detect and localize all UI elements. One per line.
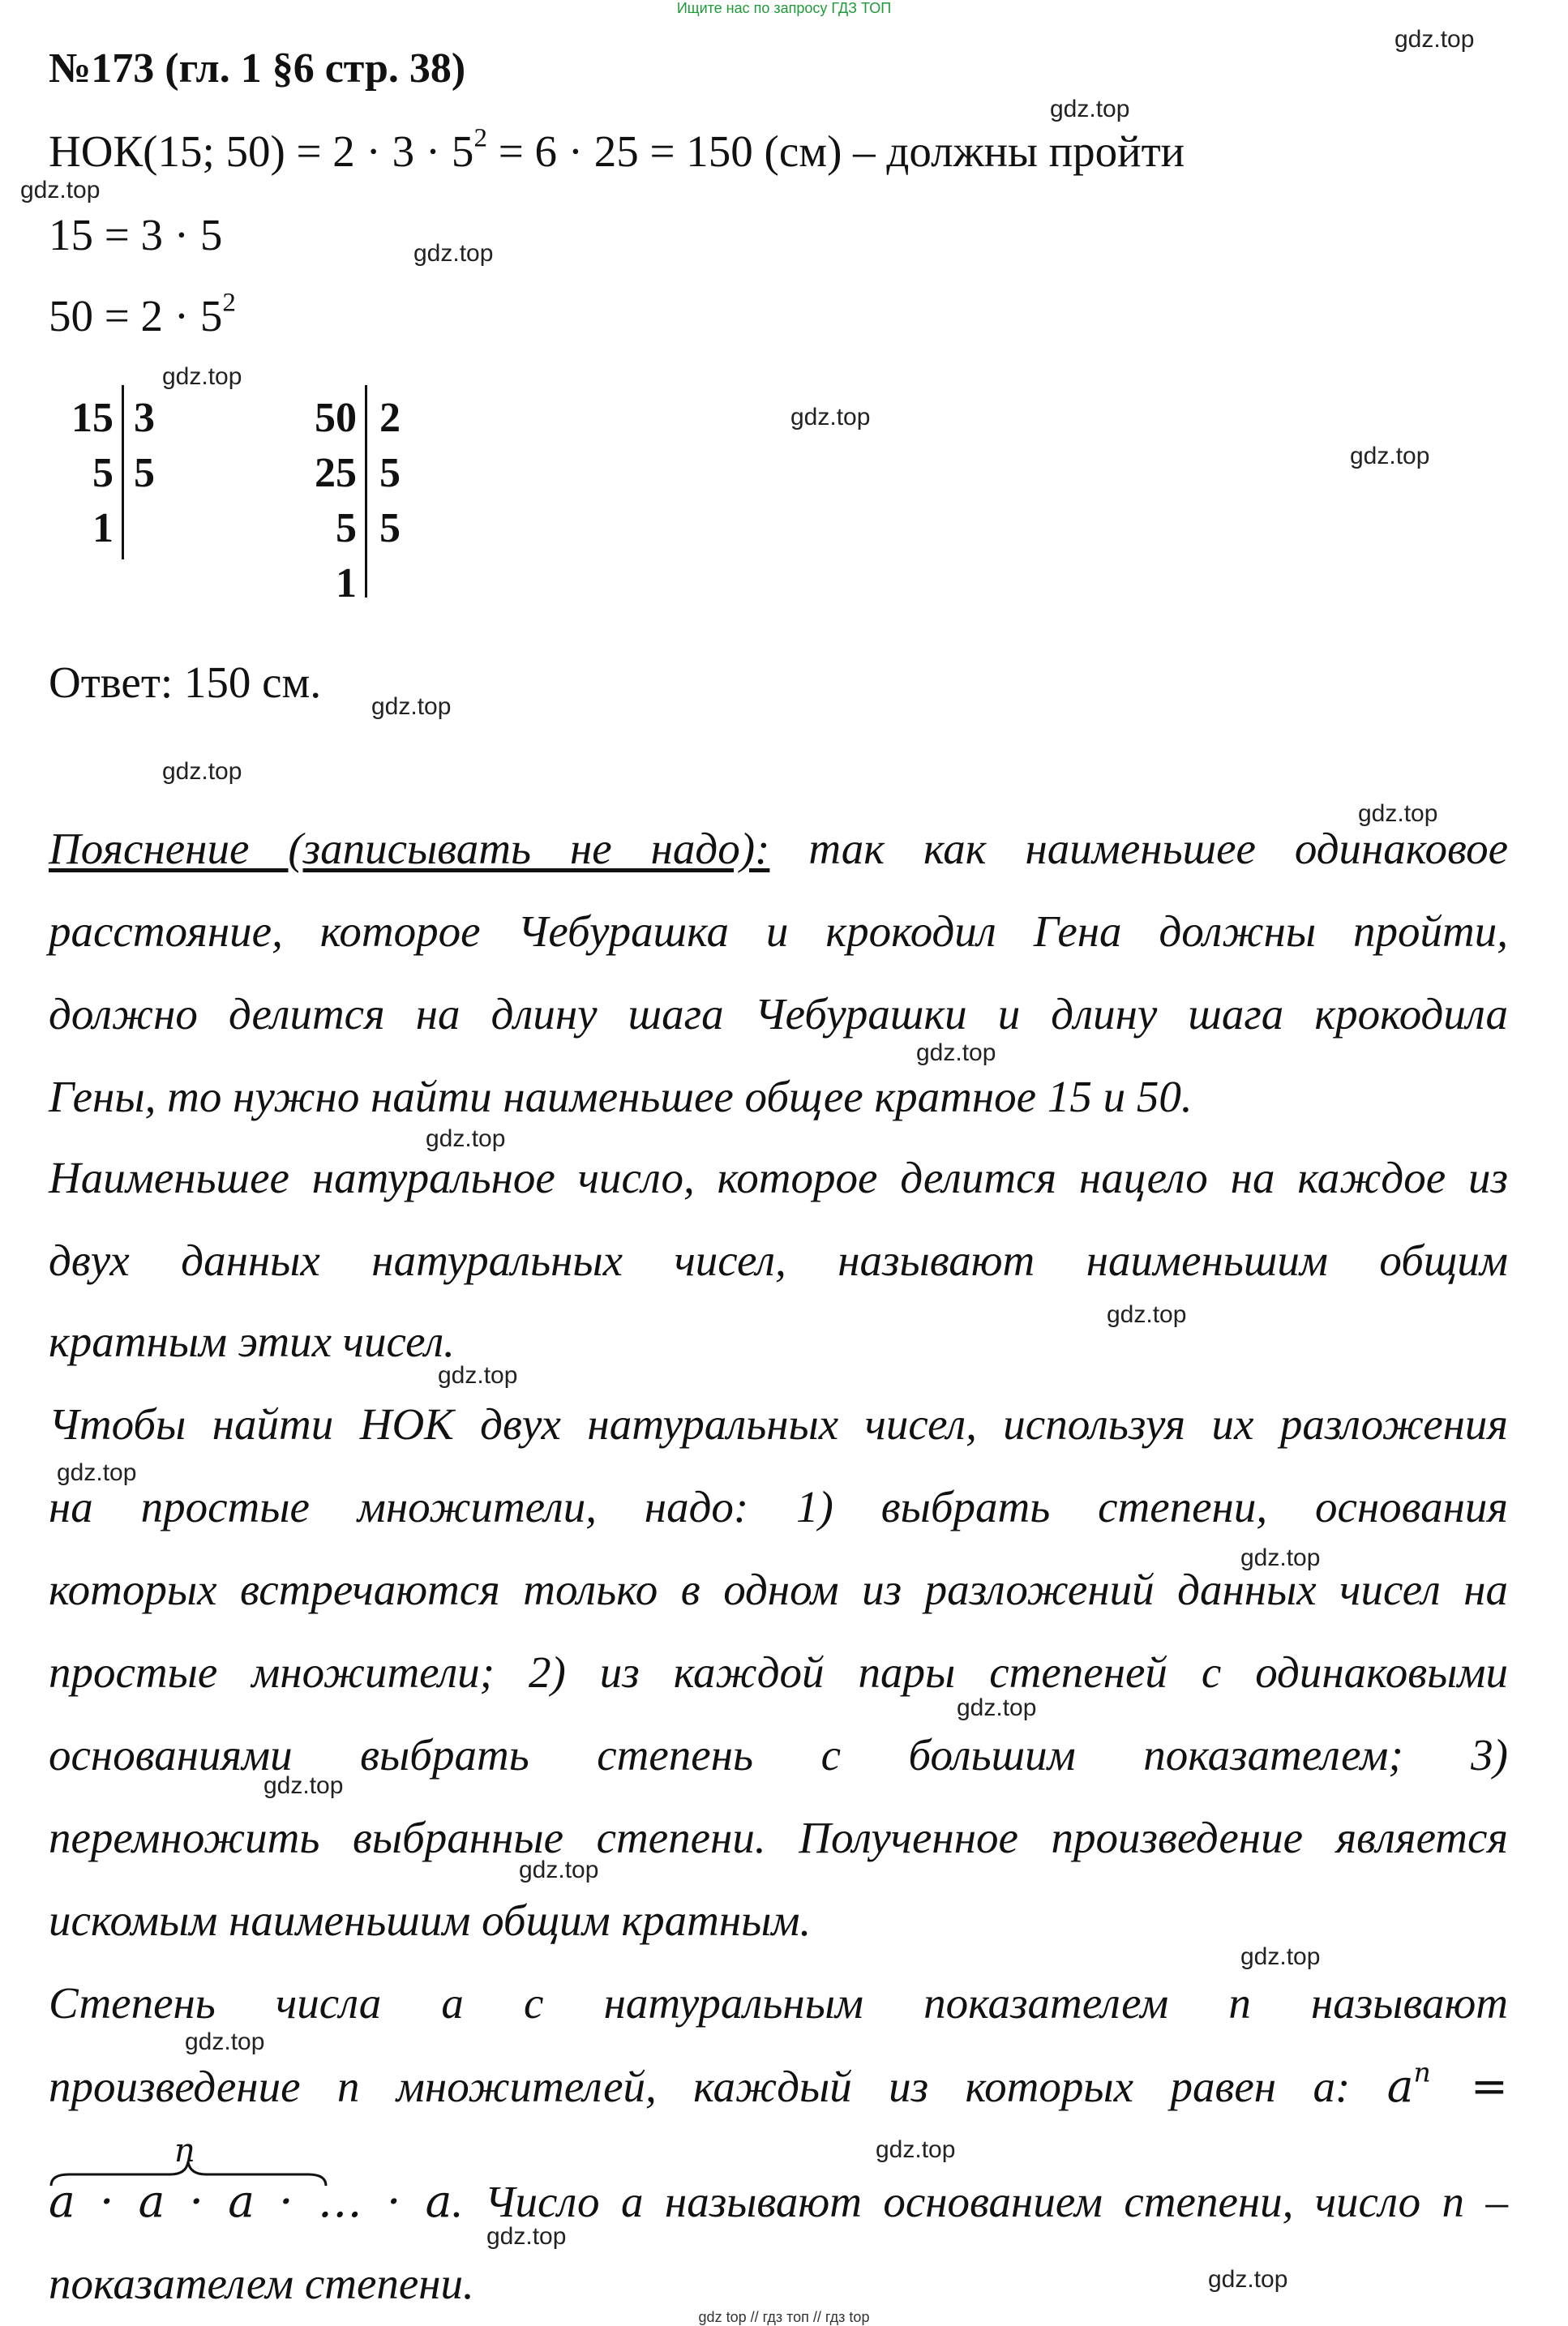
watermark: gdz.top (1208, 2266, 1288, 2293)
watermark: gdz.top (185, 2028, 265, 2055)
factorization-50: $50 = 2 \cdot 5^2$ (49, 288, 236, 341)
explanation-line: которых встречаются только в одном из разложений данных чисел на (49, 1565, 1508, 1614)
watermark: gdz.top (426, 1125, 506, 1152)
watermark: gdz.top (876, 2136, 956, 2163)
explanation-line: простые множители; 2) из каждой пары степеней с одинаковыми (49, 1647, 1508, 1697)
explanation-line: показателем степени. (49, 2259, 474, 2308)
factor-table-15-left (57, 391, 114, 556)
explanation-line: должно делится на длину шага Чебурашки и длину шага крокодила (49, 989, 1508, 1039)
brace-label: n (174, 2132, 195, 2170)
explanation-line: Чтобы найти НОК двух натуральных чисел, используя их разложения (49, 1399, 1508, 1449)
watermark: gdz.top (1350, 443, 1430, 469)
factor-cell: 5 (134, 450, 155, 496)
explanation-line: Наименьшее натуральное число, которое делится нацело на каждое из (49, 1153, 1508, 1202)
explanation-line: a · a · a · … · a. Число a называют основанием степени, число n – (49, 2175, 1508, 2227)
factor-cell: 5 (92, 450, 114, 496)
watermark: gdz.top (1240, 1544, 1321, 1571)
explanation-line: Гены, то нужно найти наименьшее общее кратное 15 и 50. (49, 1072, 1193, 1121)
factor-divider-15 (122, 385, 124, 559)
footer-note: gdz top // гдз топ // гдз top (698, 2309, 870, 2325)
watermark: gdz.top (486, 2223, 567, 2250)
lcm-line: НОК(15; $50) = 2 \cdot 3 \cdot 5^2 = 6 \cdot 25 = 150$ (см) – должны пройти (49, 123, 1185, 176)
explanation-line: Пояснение (записывать не надо): так как наименьшее одинаковое (49, 824, 1508, 873)
factor-cell: 5 (379, 505, 401, 551)
watermark: gdz.top (413, 240, 494, 267)
watermark: gdz.top (916, 1039, 996, 1066)
product-expression: a · a · a · … · a (49, 2175, 452, 2227)
watermark: gdz.top (1358, 800, 1438, 827)
factor-table-15-right (134, 391, 166, 501)
factor-cell: 2 (379, 395, 401, 441)
explanation-line: расстояние, которое Чебурашка и крокодил Гена должны пройти, (49, 906, 1508, 956)
factor-divider-50 (365, 385, 367, 598)
watermark: gdz.top (263, 1772, 344, 1799)
factor-table-50-right (379, 391, 412, 556)
explanation-line: кратным этих чисел. (49, 1317, 455, 1366)
watermark: gdz.top (1394, 26, 1475, 53)
watermark: gdz.top (162, 758, 242, 785)
watermark: gdz.top (438, 1362, 518, 1389)
explanation-line: произведение n множителей, каждый из которых равен a: $a^n$ = (49, 2056, 1509, 2112)
watermark: gdz.top (162, 363, 242, 390)
watermark: gdz.top (57, 1459, 137, 1486)
factor-cell: 3 (134, 395, 155, 441)
watermark: gdz.top (1240, 1943, 1321, 1970)
watermark: gdz.top (1050, 96, 1130, 122)
factor-table-50-left (296, 391, 357, 611)
factor-cell: 15 (71, 395, 114, 441)
watermark: gdz.top (20, 177, 101, 203)
watermark: gdz.top (1107, 1301, 1187, 1328)
factorization-15: 15 = 3 · 5 (49, 210, 223, 259)
factor-cell: 25 (315, 450, 357, 496)
explanation-line: перемножить выбранные степени. Полученное произведение является (49, 1813, 1508, 1862)
header-note: Ищите нас по запросу ГДЗ ТОП (676, 0, 892, 16)
explanation-heading: Пояснение (записывать не надо): (49, 824, 770, 873)
watermark: gdz.top (790, 404, 871, 431)
factor-cell: 1 (336, 560, 357, 606)
watermark: gdz.top (957, 1694, 1037, 1721)
factor-cell: 5 (379, 450, 401, 496)
page-title: №173 (гл. 1 §6 стр. 38) (49, 45, 466, 92)
explanation-line: Степень числа a с натуральным показателем n называют (49, 1978, 1508, 2028)
explanation-line: на простые множители, надо: 1) выбрать степени, основания (49, 1482, 1508, 1531)
explanation-line: основаниями выбрать степень с большим показателем; 3) (49, 1730, 1508, 1780)
answer: Ответ: 150 см. (49, 658, 322, 707)
power-formula: $a^n$ = (1386, 2056, 1509, 2112)
explanation-line: искомым наименьшим общим кратным. (49, 1895, 812, 1945)
watermark: gdz.top (371, 693, 452, 720)
watermark: gdz.top (519, 1857, 599, 1883)
factor-cell: 50 (315, 395, 357, 441)
explanation-line: двух данных натуральных чисел, называют наименьшим общим (49, 1236, 1508, 1285)
factor-cell: 5 (336, 505, 357, 551)
factor-cell: 1 (92, 505, 114, 551)
